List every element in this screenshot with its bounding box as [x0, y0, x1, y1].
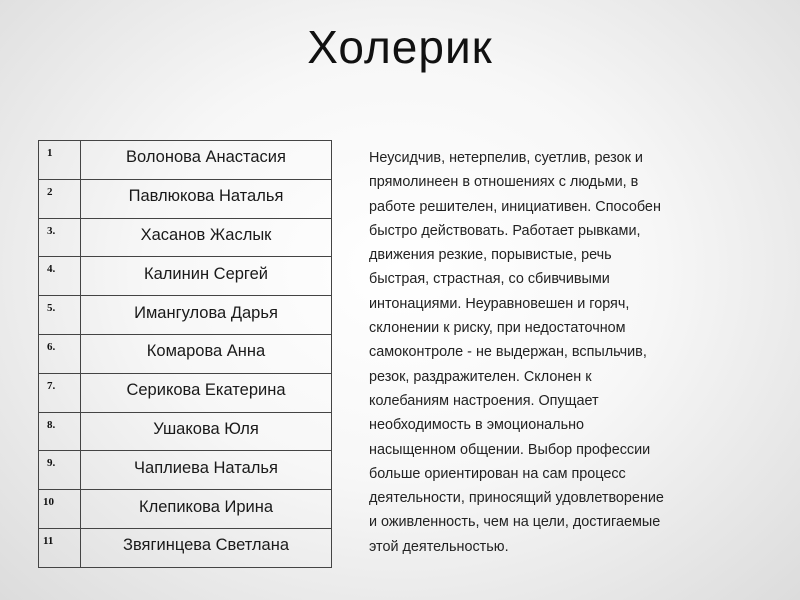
- description-line: колебаниям настроения. Опущает: [369, 392, 599, 409]
- description-line: этой деятельностью.: [369, 538, 509, 555]
- description-line: резок, раздражителен. Склонен к: [369, 368, 592, 385]
- row-number: 2: [39, 179, 81, 218]
- student-name: Калинин Сергей: [81, 257, 332, 296]
- row-number: 8.: [39, 412, 81, 451]
- row-number: 4.: [39, 257, 81, 296]
- row-number: 6.: [39, 334, 81, 373]
- description-line: быстрая, страстная, со сбивчивыми: [369, 271, 610, 288]
- table-row: [39, 296, 332, 335]
- student-name: Звягинцева Светлана: [81, 528, 332, 567]
- description-line: склонении к риску, при недостаточном: [369, 320, 626, 337]
- table-row: [39, 412, 332, 451]
- table-row: [39, 373, 332, 412]
- description-line: интонациями. Неуравновешен и горяч,: [369, 295, 630, 312]
- table-row: [39, 451, 332, 490]
- row-number: 9.: [39, 451, 81, 490]
- student-name: Волонова Анастасия: [81, 141, 332, 180]
- table-row: [39, 490, 332, 529]
- description-line: самоконтроле - не выдержан, вспыльчив,: [369, 344, 647, 361]
- description-line: прямолинеен в отношениях с людьми, в: [369, 174, 639, 191]
- student-name: Комарова Анна: [81, 334, 332, 373]
- description-line: быстро действовать. Работает рывками,: [369, 222, 641, 239]
- table-row: [39, 141, 332, 180]
- row-number: 3.: [39, 218, 81, 257]
- row-number: 7.: [39, 373, 81, 412]
- student-name: Павлюкова Наталья: [81, 179, 332, 218]
- description-line: насыщенном общении. Выбор профессии: [369, 441, 651, 458]
- description-line: больше ориентирован на сам процесс: [369, 465, 626, 482]
- student-name: Чаплиева Наталья: [81, 451, 332, 490]
- student-name: Имангулова Дарья: [81, 296, 332, 335]
- student-name: Серикова Екатерина: [81, 373, 332, 412]
- table-row: [39, 218, 332, 257]
- table-row: [39, 179, 332, 218]
- description-line: необходимость в эмоционально: [369, 417, 585, 434]
- student-name: Ушакова Юля: [81, 412, 332, 451]
- student-name: Хасанов Жаслык: [81, 218, 332, 257]
- row-number: 1: [39, 141, 81, 180]
- description-line: работе решителен, инициативен. Способен: [369, 198, 661, 215]
- student-name: Клепикова Ирина: [81, 490, 332, 529]
- description-line: и оживленность, чем на цели, достигаемые: [369, 514, 661, 531]
- table-row: [39, 257, 332, 296]
- table-row: [39, 528, 332, 567]
- student-roster-table: [38, 140, 332, 568]
- table-row: [39, 334, 332, 373]
- temperament-description: [369, 146, 749, 559]
- description-line: движения резкие, порывистые, речь: [369, 247, 612, 264]
- row-number: 11: [39, 528, 81, 567]
- slide-title: Холерик: [307, 21, 493, 73]
- description-line: деятельности, приносящий удовлетворение: [369, 490, 664, 507]
- row-number: 10: [39, 490, 81, 529]
- description-line: Неусидчив, нетерпелив, суетлив, резок и: [369, 150, 643, 166]
- row-number: 5.: [39, 296, 81, 335]
